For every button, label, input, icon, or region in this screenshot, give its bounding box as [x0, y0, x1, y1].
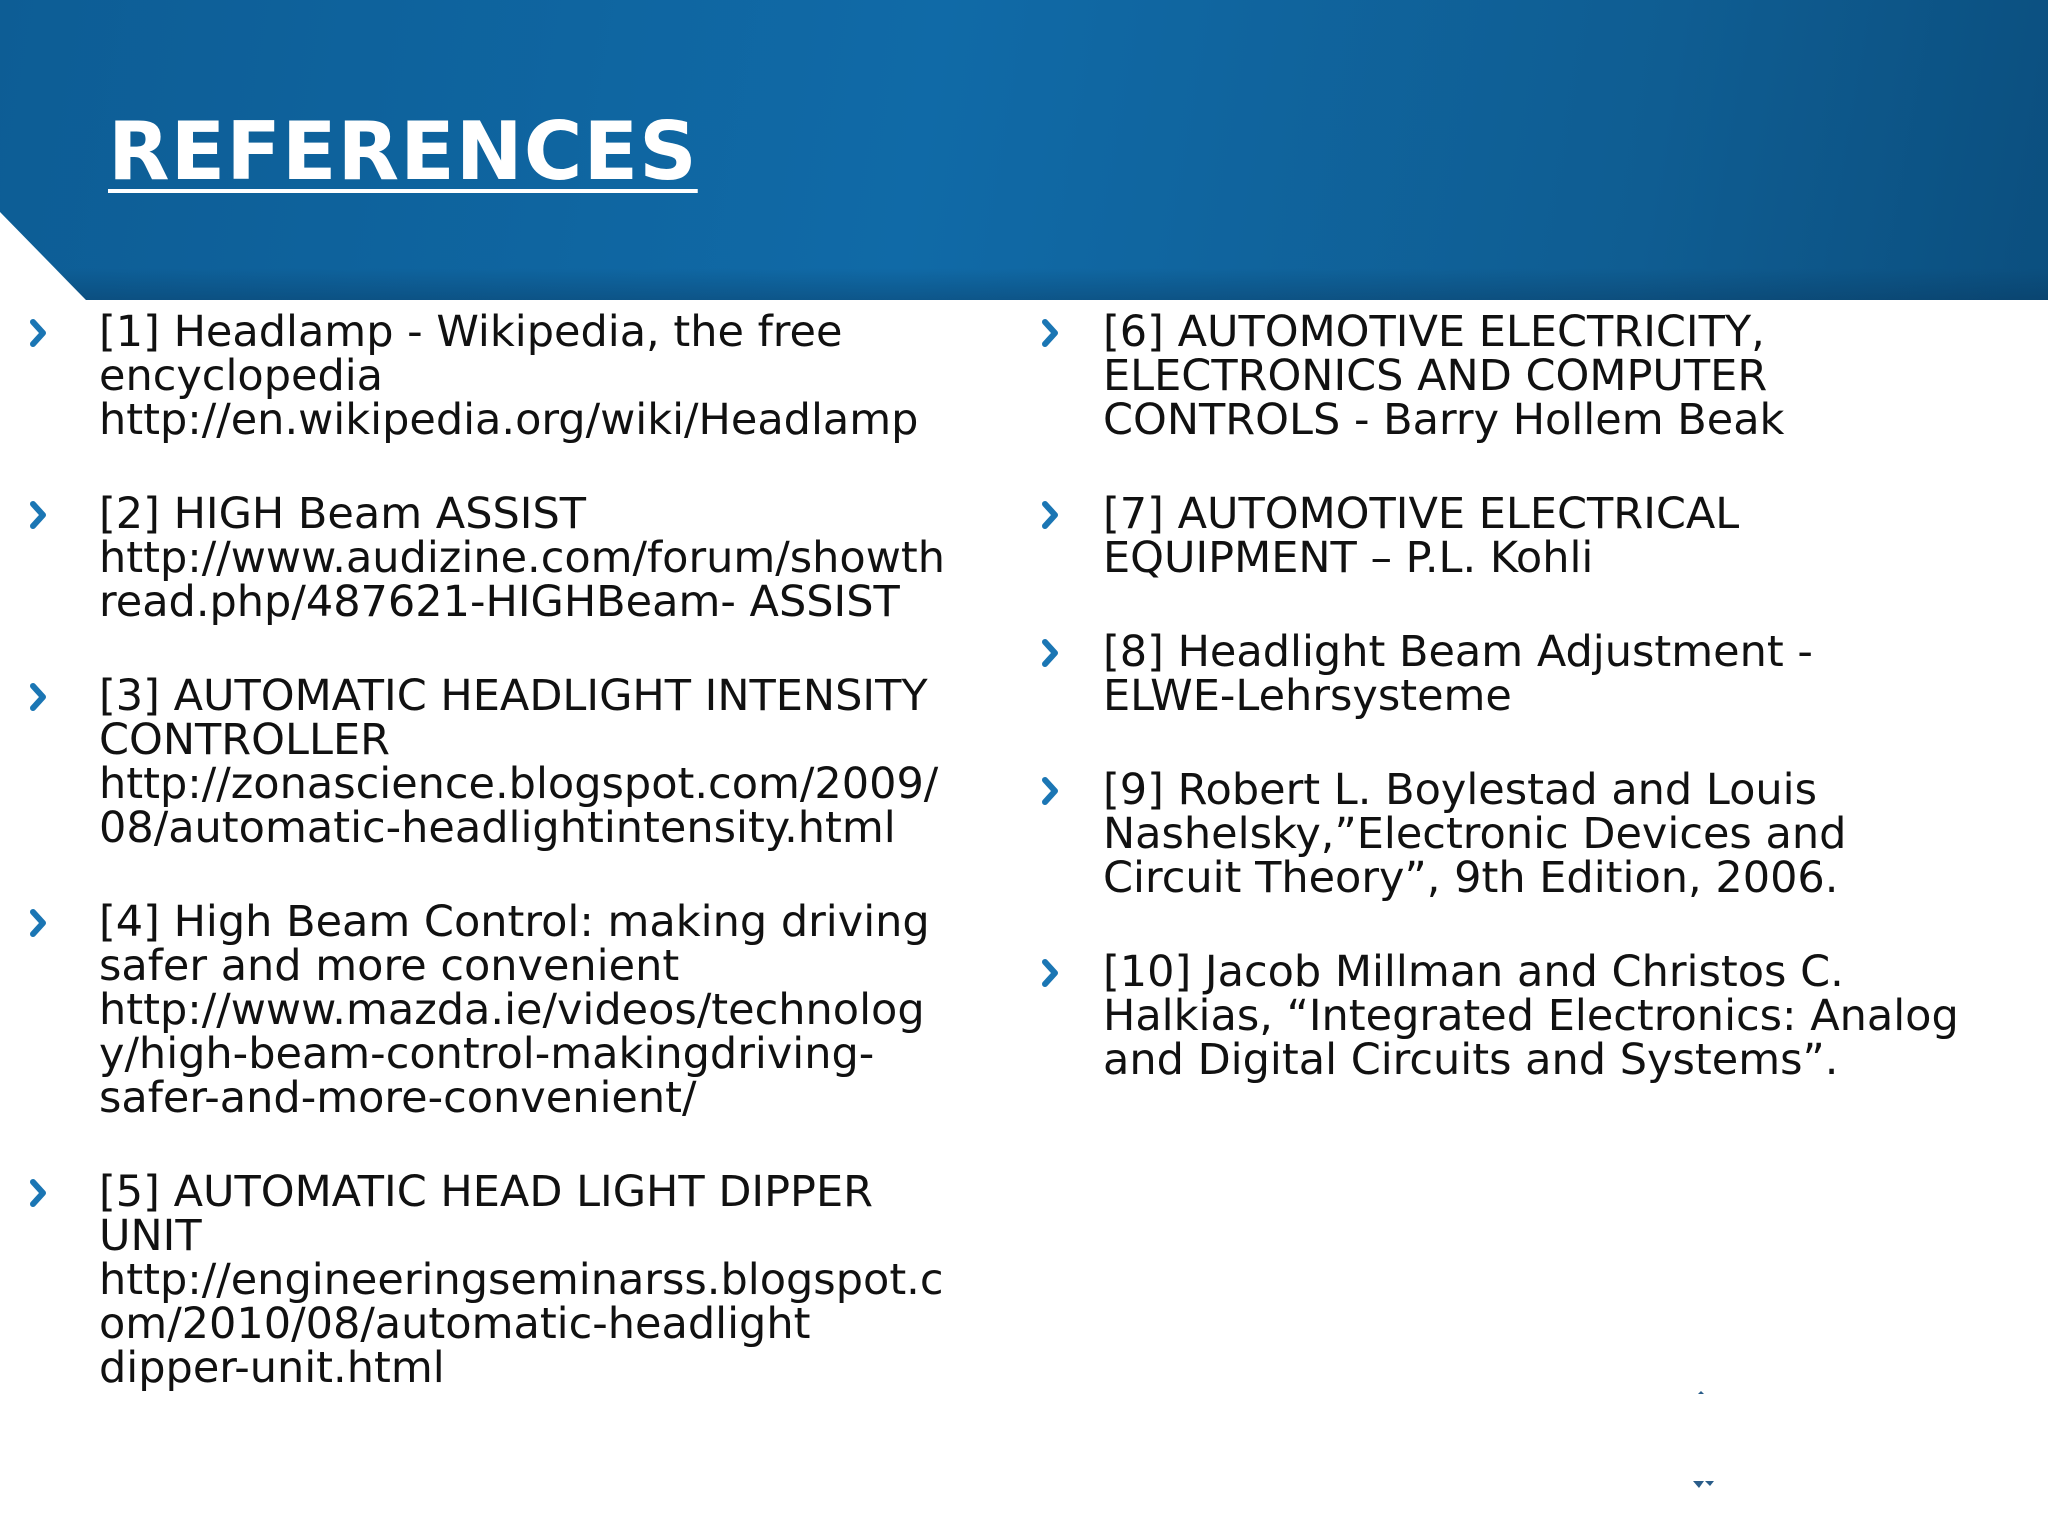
- reference-text: [9] Robert L. Boylestad and Louis Nashelsky,”Electronic Devices and Circuit Theory”, 9th Edition, 2006.: [1103, 765, 1847, 903]
- chevron-right-icon: [1040, 776, 1062, 806]
- reference-item: [1010, 307, 2040, 445]
- reference-item: [0, 489, 1030, 627]
- reference-text: [8] Headlight Beam Adjustment - ELWE-Lehrsysteme: [1103, 627, 1813, 721]
- reference-text: [7] AUTOMOTIVE ELECTRICAL EQUIPMENT – P.L. Kohli: [1103, 489, 1740, 583]
- header-banner-shadow: [0, 268, 2048, 300]
- chevron-right-icon: [1040, 958, 1062, 988]
- references-right-column: [1010, 307, 2040, 1085]
- reference-text: [5] AUTOMATIC HEAD LIGHT DIPPER UNIT http://engineeringseminarss.blogspot.c om/2010/08/automatic-headlight dipper-unit.html: [99, 1167, 944, 1393]
- reference-text: [6] AUTOMOTIVE ELECTRICITY, ELECTRONICS AND COMPUTER CONTROLS - Barry Hollem Beak: [1103, 307, 1785, 445]
- chevron-right-icon: [28, 500, 50, 530]
- reference-item: [0, 671, 1030, 853]
- chevron-right-icon: [28, 908, 50, 938]
- reference-text: [3] AUTOMATIC HEADLIGHT INTENSITY CONTROLLER http://zonascience.blogspot.com/2009/ 08/automatic-headlightintensity.html: [99, 671, 939, 853]
- chevron-right-icon: [1040, 500, 1062, 530]
- reference-item: [1010, 765, 2040, 903]
- reference-text: [2] HIGH Beam ASSIST http://www.audizine.com/forum/showth read.php/487621-HIGHBeam- ASSIST: [99, 489, 946, 627]
- reference-item: [1010, 627, 2040, 721]
- chevron-right-icon: [28, 682, 50, 712]
- chevron-right-icon: [1040, 318, 1062, 348]
- reference-item: [0, 307, 1030, 445]
- references-left-column: [0, 307, 1030, 1393]
- reference-item: [0, 1167, 1030, 1393]
- reference-item: [0, 897, 1030, 1123]
- chevron-right-icon: [28, 318, 50, 348]
- chevron-right-icon: [1040, 638, 1062, 668]
- reference-text: [10] Jacob Millman and Christos C. Halkias, “Integrated Electronics: Analog and Digital Circuits and Systems”.: [1103, 947, 1959, 1085]
- chevron-right-icon: [28, 1178, 50, 1208]
- decorative-mark: [1690, 1390, 1720, 1490]
- page-title: REFERENCES: [108, 105, 698, 198]
- reference-text: [1] Headlamp - Wikipedia, the free encyclopedia http://en.wikipedia.org/wiki/Headlamp: [99, 307, 919, 445]
- reference-item: [1010, 947, 2040, 1085]
- reference-text: [4] High Beam Control: making driving safer and more convenient http://www.mazda.ie/videos/technolog y/high-beam-control-makingdriving- safer-and-more-convenient/: [99, 897, 930, 1123]
- reference-item: [1010, 489, 2040, 583]
